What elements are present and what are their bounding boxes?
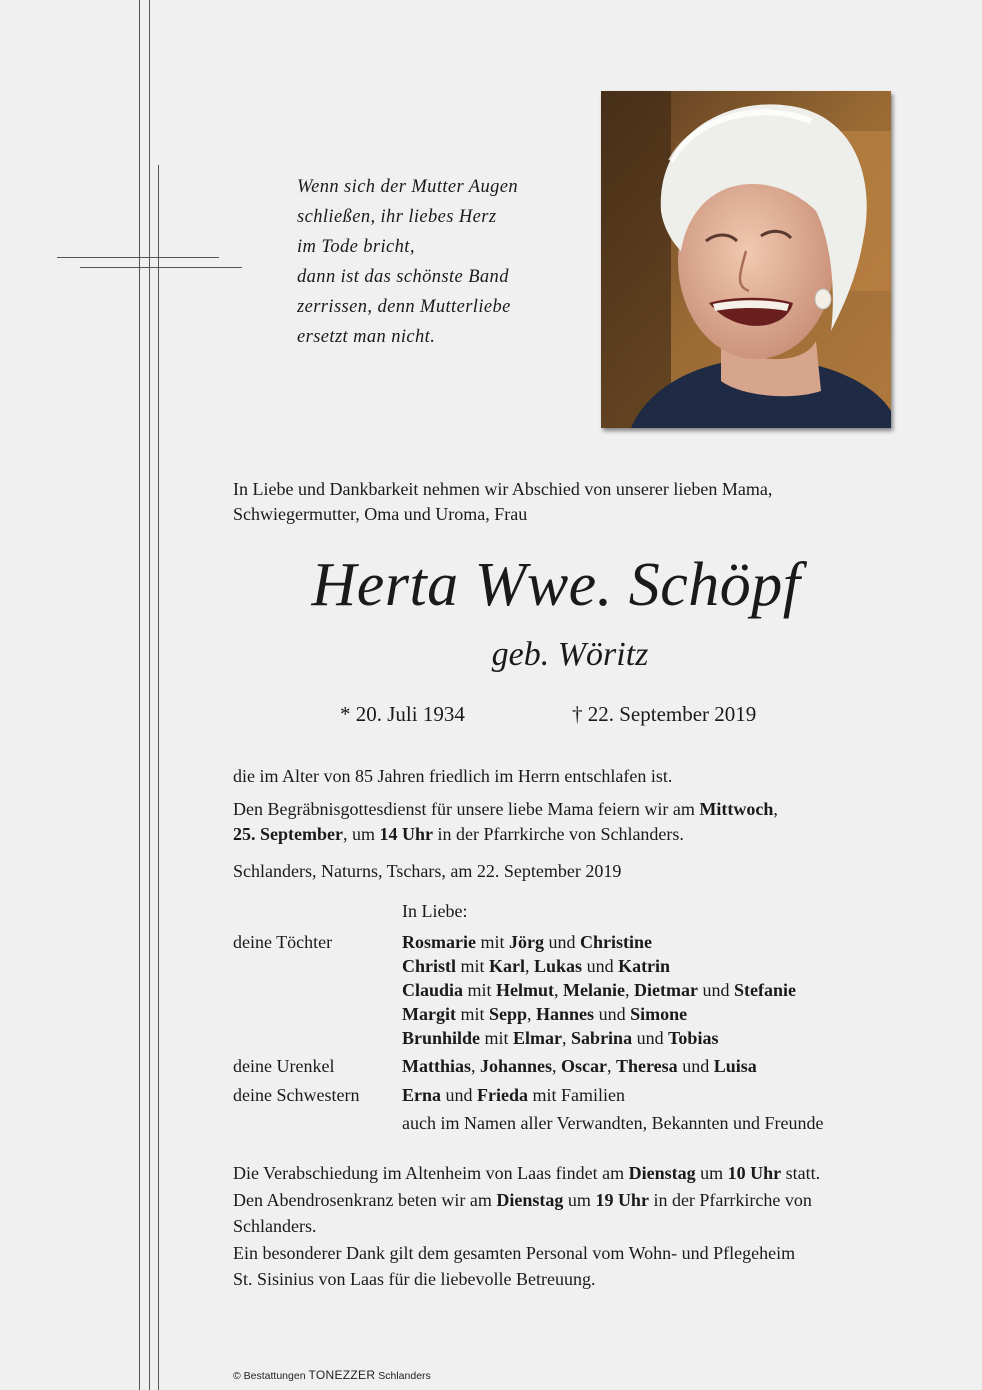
family-member: Oscar bbox=[561, 1056, 608, 1076]
family-member: Sabrina bbox=[571, 1028, 633, 1048]
footer-town: Schlanders bbox=[378, 1370, 431, 1382]
cross-vertical-line-3 bbox=[158, 165, 159, 1390]
farewell-time: 10 Uhr bbox=[727, 1163, 782, 1183]
family-member: Sepp bbox=[489, 1004, 528, 1024]
footer-brand: TONEZZER bbox=[308, 1368, 376, 1382]
quote-line: zerrissen, denn Mutterliebe bbox=[297, 297, 511, 317]
family-member: Tobias bbox=[668, 1028, 719, 1048]
footer-credit bbox=[233, 1368, 431, 1382]
connector: , bbox=[552, 1056, 562, 1076]
farewell-day: Dienstag bbox=[628, 1163, 696, 1183]
family-member: Brunhilde bbox=[402, 1028, 481, 1048]
funeral-connector: , um bbox=[342, 824, 380, 844]
family-member: Frieda bbox=[477, 1085, 529, 1105]
family-member: Matthias bbox=[402, 1056, 471, 1076]
connector: , bbox=[471, 1056, 480, 1076]
connector: und bbox=[632, 1028, 669, 1048]
connector: , bbox=[562, 1028, 572, 1048]
sisters-label: deine Schwestern bbox=[233, 1085, 360, 1105]
cross-vertical-line-2 bbox=[149, 0, 150, 1390]
maiden-name: geb. Wöritz bbox=[491, 636, 649, 673]
connector: mit bbox=[475, 932, 509, 952]
connector: , bbox=[625, 980, 635, 1000]
place-date: Schlanders, Naturns, Tschars, am 22. September 2019 bbox=[233, 861, 622, 881]
portrait-photo bbox=[601, 91, 891, 428]
connector: , bbox=[525, 956, 535, 976]
connector: und bbox=[677, 1056, 714, 1076]
great-grandchildren-label: deine Urenkel bbox=[233, 1056, 335, 1076]
family-member: Stefanie bbox=[734, 980, 796, 1000]
family-member: Luisa bbox=[713, 1056, 757, 1076]
thanks-line-1: Ein besonderer Dank gilt dem gesamten Personal vom Wohn- und Pflegeheim bbox=[233, 1243, 796, 1263]
connector: um bbox=[695, 1163, 728, 1183]
funeral-line-1: Den Begräbnisgottesdienst für unsere liebe Mama feiern wir am Mittwoch, bbox=[233, 799, 778, 819]
memorial-quote bbox=[297, 172, 577, 352]
family-member: Simone bbox=[630, 1004, 688, 1024]
birth-date: * 20. Juli 1934 bbox=[340, 702, 465, 726]
cross-horizontal-line-1 bbox=[57, 257, 219, 258]
family-member: Melanie bbox=[563, 980, 626, 1000]
family-member: Christine bbox=[580, 932, 652, 952]
connector: mit bbox=[455, 1004, 489, 1024]
rosary-line bbox=[233, 1188, 812, 1213]
connector: und bbox=[582, 956, 619, 976]
family-member: Karl bbox=[489, 956, 526, 976]
farewell-line bbox=[233, 1161, 820, 1186]
rosary-text: Den Abendrosenkranz beten wir am bbox=[233, 1190, 497, 1210]
connector: und bbox=[698, 980, 734, 1000]
death-date: † 22. September 2019 bbox=[572, 702, 757, 726]
family-member: Erna bbox=[402, 1085, 442, 1105]
quote-line: Wenn sich der Mutter Augen bbox=[297, 177, 519, 197]
thanks-line-2: St. Sisinius von Laas für die liebevolle Betreuung. bbox=[233, 1269, 596, 1289]
connector: , bbox=[607, 1056, 617, 1076]
cross-horizontal-line-2 bbox=[80, 267, 242, 268]
funeral-day: Mittwoch bbox=[699, 799, 774, 819]
family-member: Rosmarie bbox=[402, 932, 476, 952]
in-liebe-label: In Liebe: bbox=[402, 901, 468, 921]
funeral-line-2 bbox=[233, 822, 684, 847]
funeral-date: 25. September bbox=[233, 824, 343, 844]
sisters-row bbox=[402, 1083, 625, 1107]
family-member: Hannes bbox=[536, 1004, 595, 1024]
farewell-end: statt. bbox=[781, 1163, 821, 1183]
family-row bbox=[402, 978, 796, 1002]
intro-line: In Liebe und Dankbarkeit nehmen wir Abschied von unserer lieben Mama, bbox=[233, 479, 773, 499]
connector: mit Familien bbox=[528, 1085, 626, 1105]
footer-copyright: © Bestattungen bbox=[233, 1370, 306, 1382]
connector: mit bbox=[480, 1028, 514, 1048]
connector: , bbox=[527, 1004, 537, 1024]
family-row bbox=[402, 930, 652, 954]
age-line: die im Alter von 85 Jahren friedlich im Herrn entschlafen ist. bbox=[233, 766, 673, 786]
family-row bbox=[402, 954, 670, 978]
connector: und bbox=[544, 932, 580, 952]
daughters-label: deine Töchter bbox=[233, 932, 333, 952]
family-member: Lukas bbox=[534, 956, 583, 976]
family-member: Katrin bbox=[618, 956, 671, 976]
family-member: Christl bbox=[402, 956, 456, 976]
rosary-location: in der Pfarrkirche von bbox=[648, 1190, 812, 1210]
family-member: Margit bbox=[402, 1004, 456, 1024]
family-member: Theresa bbox=[616, 1056, 678, 1076]
connector: , bbox=[554, 980, 564, 1000]
connector: um bbox=[563, 1190, 596, 1210]
connector: mit bbox=[463, 980, 497, 1000]
deceased-name: Herta Wwe. Schöpf bbox=[311, 551, 801, 619]
quote-line: ersetzt man nicht. bbox=[297, 327, 436, 347]
quote-line: schließen, ihr liebes Herz bbox=[297, 207, 497, 227]
funeral-location: in der Pfarrkirche von Schlanders. bbox=[433, 824, 684, 844]
cross-vertical-line-1 bbox=[139, 0, 140, 1390]
connector: und bbox=[441, 1085, 478, 1105]
family-row bbox=[402, 1026, 718, 1050]
funeral-text: Den Begräbnisgottesdienst für unsere liebe Mama feiern wir am bbox=[233, 799, 700, 819]
family-member: Dietmar bbox=[634, 980, 698, 1000]
quote-line: im Tode bricht, bbox=[297, 237, 415, 257]
funeral-time: 14 Uhr bbox=[379, 824, 433, 844]
farewell-text: Die Verabschiedung im Altenheim von Laas findet am bbox=[233, 1163, 629, 1183]
relatives-line: auch im Namen aller Verwandten, Bekannten und Freunde bbox=[402, 1113, 824, 1133]
connector: mit bbox=[456, 956, 490, 976]
connector: und bbox=[594, 1004, 631, 1024]
family-member: Helmut bbox=[496, 980, 555, 1000]
rosary-time: 19 Uhr bbox=[595, 1190, 649, 1210]
quote-line: dann ist das schönste Band bbox=[297, 267, 509, 287]
great-grandchildren-row bbox=[402, 1054, 757, 1078]
family-member: Johannes bbox=[480, 1056, 553, 1076]
rosary-line-2: Schlanders. bbox=[233, 1216, 317, 1236]
portrait-illustration bbox=[601, 91, 891, 428]
family-member: Jörg bbox=[509, 932, 544, 952]
family-row bbox=[402, 1002, 687, 1026]
family-member: Claudia bbox=[402, 980, 464, 1000]
rosary-day: Dienstag bbox=[496, 1190, 564, 1210]
family-member: Elmar bbox=[513, 1028, 563, 1048]
intro-text bbox=[233, 477, 933, 527]
intro-line: Schwiegermutter, Oma und Uroma, Frau bbox=[233, 504, 528, 524]
